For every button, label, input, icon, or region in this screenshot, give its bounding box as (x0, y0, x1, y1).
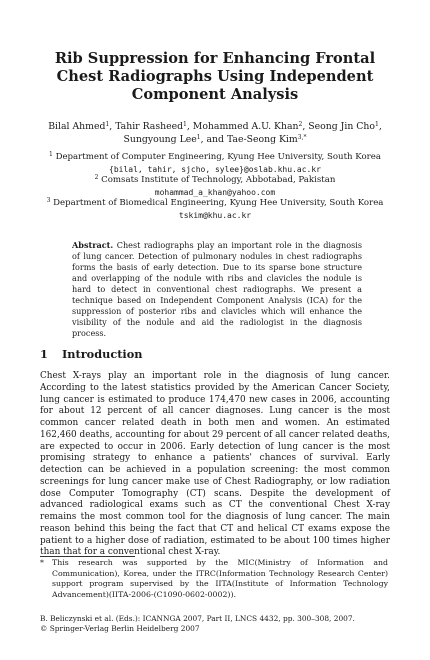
citation-block (40, 614, 400, 633)
section-title: Introduction (62, 347, 143, 361)
author-name: Sungyoung Lee (123, 134, 197, 145)
abstract-label: Abstract. (72, 240, 114, 250)
affiliation-email[interactable]: {bilal, tahir, sjcho, sylee}@oslab.khu.ac.kr (109, 164, 321, 174)
author-name: Bilal Ahmed (48, 121, 106, 132)
author-name: Seong Jin Cho (308, 121, 375, 132)
author-list: Bilal Ahmed$^1$, Tahir Rasheed$^1$, Mohammed A.U. Khan$^2$, Seong Jin Cho$^1$, Sungyoung Lee$^1$, and Tae-Seong Kim$^{3,*}$ (48, 121, 382, 145)
abstract-text: Chest radiographs play an important role in the diagnosis of lung cancer. Detection of pulmonary nodules in chest radiographs forms the basis of early detection. Due to its sparse bone structure and overlapping of the nodule with ribs and clavicles the nodule is hard to detect in conventional chest radiographs. We present a technique based on Independent Component Analysis (ICA) for the suppression of posterior ribs and clavicles which will enhance the visibility of the nodule and aid the radiologist in the diagnosis process. (72, 240, 362, 338)
affiliation: $^2$ Comsats Institute of Technology, Abbotabad, Pakistan (94, 174, 336, 186)
paper-title: Rib Suppression for Enhancing Frontal Chest Radiographs Using Independent Component Analysis (54, 50, 376, 103)
footnote-text: This research was supported by the MIC(Ministry of Information and Communication), Korea, under the ITRC(Information Technology Research Center) support program supervised by the IITA(Institute of Information Technology Advancement)(IITA-2006-(C1090-0602-0002)). (52, 558, 388, 599)
footnote (40, 558, 390, 600)
section-number: 1 (40, 347, 48, 361)
affiliation: $^1$ Department of Computer Engineering, Kyung Hee University, South Korea (49, 151, 381, 162)
author-name: Mohammed A.U. Khan (192, 121, 299, 132)
section-heading (40, 347, 142, 361)
section-body: Chest X-rays play an important role in the diagnosis of lung cancer. According to the latest statistics provided by the American Cancer Society, lung cancer is estimated to produce 174,470 new cases in 2006, accounting for about 12 percent of all cancer diagnoses. Lung cancer is the most common cancer related death in both men and women. An estimated 162,460 deaths, accounting for about 29 percent of all cancer related deaths, are expected to occur in 2006. Early detection of lung cancer is the most promising strategy to enhance a patients' chances of survival. Early detection can be achieved in a population screening: the most common screenings for lung cancer make use of Chest Radiography, or low radiation dose Computer Tomography (CT) scans. Despite the development of advanced radiological exams such as CT the conventional Chest X-ray remains the most common tool for the diagnosis of lung cancer. The main reason behind this being the fact that CT and helical CT exams expose the patient to a higher dose of radiation, estimated to be about 100 times higher than that for a conventional chest X-ray. (40, 371, 390, 558)
footnote-mark: * (40, 558, 44, 567)
affiliation-email[interactable]: mohammad_a_khan@yahoo.com (154, 187, 276, 197)
copyright-line: © Springer-Verlag Berlin Heidelberg 2007 (40, 623, 200, 633)
affiliation: $^3$ Department of Biomedical Engineering, Kyung Hee University, South Korea (46, 197, 384, 209)
abstract (72, 240, 362, 339)
affiliation-email[interactable]: tskim@khu.ac.kr (178, 210, 252, 220)
footnote-divider (40, 556, 135, 557)
citation-line: B. Beliczynski et al. (Eds.): ICANNGA 2007, Part II, LNCS 4432, pp. 300–308, 2007. (40, 614, 355, 623)
author-name: and Tae-Seong Kim (206, 134, 298, 145)
affiliation-list (20, 152, 410, 222)
author-name: Tahir Rasheed (115, 121, 184, 132)
